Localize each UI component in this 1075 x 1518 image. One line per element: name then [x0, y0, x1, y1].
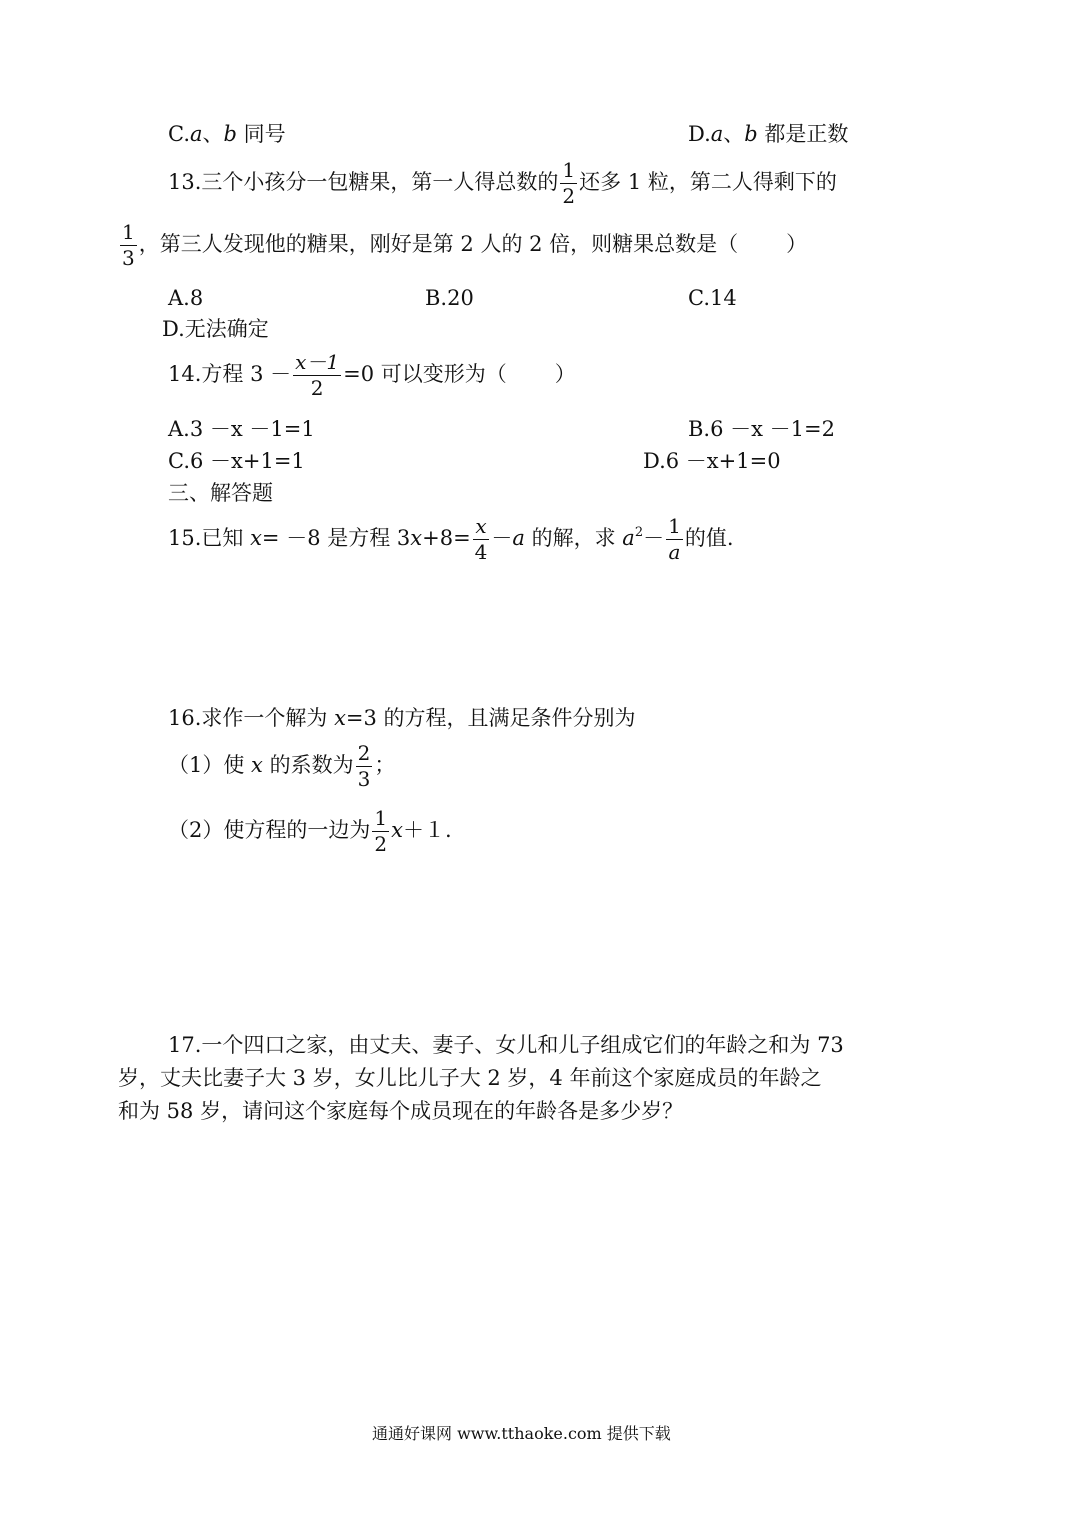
var-a: a [622, 526, 635, 550]
q14-text: ） [554, 362, 576, 386]
q17-line2 [118, 1068, 821, 1089]
option-label: C. [168, 122, 190, 146]
var-a: a [512, 526, 525, 550]
option-text: C.6 －x+1=1 [168, 449, 305, 473]
var-x: x [391, 818, 403, 842]
q17-text: 17.一个四口之家，由丈夫、妻子、女儿和儿子组成它们的年龄之和为 73 [168, 1033, 844, 1057]
q17-line1 [168, 1035, 844, 1056]
q14-stem [168, 352, 576, 399]
option-text: B.20 [425, 286, 474, 310]
footer-text: 通通好课网 www.tthaoke.com 提供下载 [372, 1424, 671, 1443]
q15-stem [168, 516, 734, 563]
option-text: C.14 [688, 286, 737, 310]
numerator: x [475, 514, 487, 538]
denominator: 3 [357, 767, 371, 791]
q14-option-b [688, 419, 835, 440]
denominator: 4 [474, 540, 488, 564]
fraction-two-thirds [356, 743, 373, 790]
var-a: a [710, 122, 724, 146]
q16-text: （1）使 [168, 753, 252, 777]
numerator: 1 [668, 514, 681, 538]
q13-option-a [168, 288, 203, 309]
numerator: 1 [122, 220, 135, 244]
q16-text: 16.求作一个解为 [168, 706, 335, 730]
option-text: A.8 [168, 286, 204, 310]
option-text: B.6 －x －1=2 [688, 417, 835, 441]
q14-text: =0 可以变形为（ [343, 362, 507, 386]
q16-text: ； [374, 753, 396, 777]
separator: 、 [723, 122, 745, 146]
q13-stem-line1 [168, 160, 837, 207]
var-x: x [334, 706, 346, 730]
denominator: 2 [310, 376, 324, 400]
denominator: 2 [562, 184, 576, 208]
q14-text: 14.方程 3 － [168, 362, 292, 386]
option-text: D.无法确定 [162, 317, 269, 341]
var-a: a [190, 122, 203, 146]
q15-text: 15.已知 [168, 526, 251, 550]
denominator: a [668, 540, 681, 564]
numerator: 2 [357, 741, 371, 765]
q16-sub2 [168, 808, 452, 855]
option-label: D. [688, 122, 711, 146]
var-x: x [251, 753, 263, 777]
var-x: x [410, 526, 423, 550]
q17-text: 和为 58 岁，请问这个家庭每个成员现在的年龄各是多少岁？ [118, 1099, 684, 1123]
denominator: 2 [374, 832, 388, 856]
denominator: 3 [122, 246, 135, 270]
q14-option-a [168, 419, 315, 440]
q12-option-d [688, 124, 848, 145]
q14-option-c [168, 451, 305, 472]
q15-text: 的值. [684, 526, 734, 550]
q13-text: ，第三人发现他的糖果，刚好是第 2 人的 2 倍，则糖果总数是（ [138, 232, 739, 256]
q16-sub1 [168, 743, 395, 790]
q13-text: 还多 1 粒，第二人得剩下的 [579, 170, 837, 194]
q13-text: ） [786, 232, 808, 256]
fraction-1-over-a [666, 516, 683, 563]
q13-option-b [425, 288, 474, 309]
fraction-one-third [120, 222, 137, 269]
option-text: 都是正数 [757, 122, 849, 146]
q13-text: 13.三个小孩分一包糖果，第一人得总数的 [168, 170, 559, 194]
page-footer [372, 1421, 671, 1444]
option-text: 同号 [236, 122, 286, 146]
var-x: x [250, 526, 262, 550]
q13-option-d [162, 319, 269, 340]
section-title [168, 483, 273, 504]
section-title-text: 三、解答题 [168, 481, 273, 505]
q13-stem-line2 [118, 222, 807, 269]
fraction-x-over-4 [473, 516, 490, 563]
q16-text: =3 的方程，且满足条件分别为 [345, 706, 636, 730]
q15-text: +8= [422, 526, 471, 550]
q16-stem [168, 708, 636, 729]
q15-text: － [643, 526, 665, 550]
q16-text: 的系数为 [262, 753, 354, 777]
q12-option-c [168, 124, 286, 145]
q15-text: 的解，求 [524, 526, 623, 550]
option-text: D.6 －x+1=0 [643, 449, 781, 473]
q14-option-d [643, 451, 781, 472]
fraction-x-minus-1-over-2 [293, 352, 341, 399]
q16-text: ＋１. [402, 818, 452, 842]
option-text: A.3 －x －1=1 [168, 417, 315, 441]
var-b: b [223, 122, 237, 146]
numerator: x－1 [295, 350, 340, 374]
fraction-one-half [560, 160, 577, 207]
q13-option-c [688, 288, 737, 309]
var-b: b [744, 122, 758, 146]
numerator: 1 [562, 158, 576, 182]
q16-text: （2）使方程的一边为 [168, 818, 371, 842]
q15-text: = －8 是方程 3 [261, 526, 411, 550]
q17-text: 岁，丈夫比妻子大 3 岁，女儿比儿子大 2 岁，4 年前这个家庭成员的年龄之 [118, 1066, 822, 1090]
separator: 、 [202, 122, 224, 146]
q15-text: － [491, 526, 513, 550]
numerator: 1 [374, 806, 388, 830]
exponent: 2 [634, 525, 644, 540]
q17-line3 [118, 1101, 683, 1122]
fraction-one-half [372, 808, 389, 855]
